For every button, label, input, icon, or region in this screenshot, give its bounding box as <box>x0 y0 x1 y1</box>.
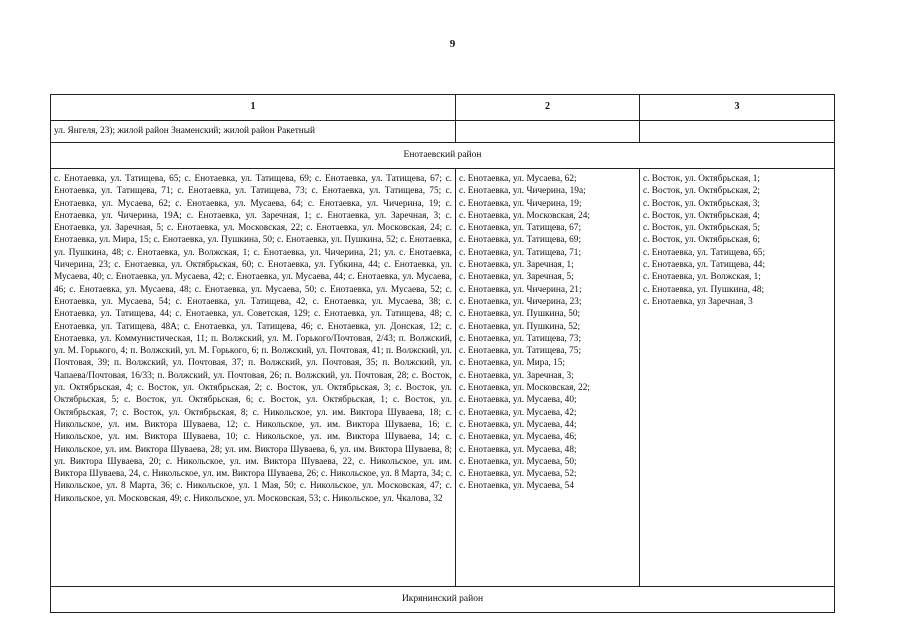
address-line: с. Восток, ул. Октябрьская, 6; <box>643 235 760 246</box>
address-line: с. Енотаевка, ул. Чичерина, 19; <box>459 198 582 209</box>
address-list-cell-1: с. Енотаевка, ул. Татищева, 65; с. Енотаевка, ул. Татищева, 69; с. Енотаевка, ул. Татищева, 67; с. Енотаевка, ул. Татищева, 71; с. Енотаевка, ул. Татищева, 73; с. Енотаевка, ул. Татищева, 75; с. Енотаевка, ул. Мусаева, 62; с. Енотаевка, ул. Мусаева, 64; с. Енотаевка, ул. Чичерина, 19; с. Енотаевка, ул. Чичерина, 19А; с. Енотаевка, ул. Заречная, 1; с. Енотаевка, ул. Заречная, 3; с. Енотаевка, ул. Заречная, 5; с. Енотаевка, ул. Московская, 22; с. Енотаевка, ул. Московская, 24; с. Енотаевка, ул. Мира, 15; с. Енотаевка, ул. Пушкина, 50; с. Енотаевка, ул. Пушкина, 52; с. Енотаевка, ул. Пушкина, 48; с. Енотаевка, ул. Волжская, 1; с. Енотаевка, ул. Чичерина, 21; ул. с. Енотаевка, Чичерина, 23; с. Енотаевка, ул. Октябрьская, 60; с. Енотаевка, ул. Губкина, 44; с. Енотаевка, ул. Мусаева, 40; с. Енотаевка, ул. Мусаева, 42; с. Енотаевка, ул. Мусаева, 44; с. Енотаевка, ул. Мусаева, 46; с. Енотаевка, ул. Мусаева, 48; с. Енотаевка, ул. Мусаева, 50; с. Енотаевка, ул. Мусаева, 52; с. Енотаевка, ул. Мусаева, 54; с. Енотаевка, ул. Татищева, 42, с. Енотаевка, ул. Мусаева, 38; с. Енотаевка, ул. Татищева, 44; с. Енотаевка, ул. Советская, 129; с. Енотаевка, ул. Татищева, 48; с. Енотаевка, ул. Татищева, 48А; с. Енотаевка, ул. Татищева, 46; с. Енотаевка, ул. Донская, 12; с. Енотаевка, ул. Коммунистическая, 11; п. Волжский, ул. М. Горького/Почтовая, 2/43; п. Волжский, ул. М. Горького, 4; п. Волжский, ул. М. Горького, 6; п. Волжский, ул. Почтовая, 41; п. Волжский, ул. Почтовая, 39; п. Волжский, ул. Почтовая, 37; п. Волжский, ул. Почтовая, 35; п. Волжский, ул. Чапаева/Почтовая, 16/33; п. Волжский, ул. Почтовая, 26; п. Волжский, ул. Почтовая, 28; с. Восток, ул. Октябрьская, 4; с. Восток, ул. Октябрьская, 2; с. Восток, ул. Октябрьская, 3; с. Восток, ул. Октябрьская, 5; с. Восток, ул. Октябрьская, 6; с. Восток, ул. Октябрьская, 1; с. Восток, ул. Октябрьская, 7; с. Восток, ул. Октябрьская, 8; с. Никольское, ул. им. Виктора Шуваева, 18; с. Никольское, ул. им. Виктора Шуваева, 12; с. Никольское, ул. им. Виктора Шуваева, 16; с. Никольское, ул. им. Виктора Шуваева, 10; с. Никольское, ул. им. Виктора Шуваева, 14; с. Никольское, ул. им. Виктора Шуваева, 28; ул. им. Виктора Шуваева, 6, ул. им. Виктора Шуваева, 8; ул. Виктора Шуваева, 20; с. Никольское, ул. им. Виктора Шуваева, 22, с. Никольское, ул. им. Виктора Шуваева, 24, с. Никольское, ул. им. Виктора Шуваева, 26; с. Никольское, ул. 8 Марта, 34; с. Никольское, ул. 8 Марта, 36; с. Никольское, ул. 1 Мая, 50; с. Никольское, ул. Московская, 47; с. Никольское, ул. Московская, 49; с. Никольское, ул. Московская, 53; с. Никольское, ул. Чкалова, 32 <box>51 169 456 587</box>
address-line: с. Енотаевка, ул. Московская, 22; <box>459 383 590 394</box>
address-line: с. Енотаевка, ул. Мусаева, 52; <box>459 469 577 480</box>
address-line: с. Енотаевка, ул Заречная, 3 <box>643 296 753 307</box>
address-line: с. Енотаевка, ул. Заречная, 5; <box>459 272 574 283</box>
address-line: с. Восток, ул. Октябрьская, 4; <box>643 210 760 221</box>
address-line: с. Енотаевка, ул. Мусаева, 44; <box>459 419 577 430</box>
address-list-cell-2 <box>456 169 640 587</box>
continuation-cell-2 <box>456 121 640 143</box>
address-line: с. Енотаевка, ул. Татищева, 67; <box>459 223 582 234</box>
address-table <box>50 94 835 613</box>
address-line: с. Восток, ул. Октябрьская, 2; <box>643 186 760 197</box>
address-line: с. Енотаевка, ул. Пушкина, 48; <box>643 284 765 295</box>
address-line: с. Енотаевка, ул. Чичерина, 19а; <box>459 186 586 197</box>
address-line: с. Енотаевка, ул. Мусаева, 42; <box>459 407 577 418</box>
address-line: с. Енотаевка, ул. Мира, 15; <box>459 358 565 369</box>
section-heading-row <box>51 587 835 613</box>
section-heading-ikryaninsky: Икрянинский район <box>51 587 835 613</box>
address-line: с. Восток, ул. Октябрьская, 5; <box>643 223 760 234</box>
address-line: с. Енотаевка, ул. Заречная, 1; <box>459 260 574 271</box>
column-header-3: 3 <box>640 95 835 121</box>
page-number: 9 <box>449 38 456 50</box>
address-line: с. Енотаевка, ул. Мусаева, 46; <box>459 432 577 443</box>
address-line: с. Восток, ул. Октябрьская, 3; <box>643 198 760 209</box>
address-list-cell-3 <box>640 169 835 587</box>
section-body-row <box>51 169 835 587</box>
address-line: с. Восток, ул. Октябрьская, 1; <box>643 174 760 184</box>
address-line: с. Енотаевка, ул. Мусаева, 54 <box>459 481 574 492</box>
address-line: с. Енотаевка, ул. Московская, 24; <box>459 210 590 221</box>
address-line: с. Енотаевка, ул. Татищева, 44; <box>643 260 766 271</box>
address-line: с. Енотаевка, ул. Мусаева, 40; <box>459 395 577 406</box>
continuation-cell-3 <box>640 121 835 143</box>
section-heading-row <box>51 143 835 169</box>
continuation-cell-1: ул. Янгеля, 23); жилой район Знаменский; жилой район Ракетный <box>51 121 456 143</box>
address-line: с. Енотаевка, ул. Мусаева, 62; <box>459 174 577 184</box>
column-header-1: 1 <box>51 95 456 121</box>
address-line: с. Енотаевка, ул. Татищева, 65; <box>643 247 766 258</box>
address-line: с. Енотаевка, ул. Мусаева, 48; <box>459 444 577 455</box>
address-line: с. Енотаевка, ул. Заречная, 3; <box>459 370 574 381</box>
address-line: с. Енотаевка, ул. Волжская, 1; <box>643 272 761 283</box>
address-line: с. Енотаевка, ул. Чичерина, 21; <box>459 284 582 295</box>
column-header-2: 2 <box>456 95 640 121</box>
address-line: с. Енотаевка, ул. Мусаева, 50; <box>459 456 577 467</box>
table-header-row <box>51 95 835 121</box>
address-line: с. Енотаевка, ул. Татищева, 71; <box>459 247 582 258</box>
address-line: с. Енотаевка, ул. Татищева, 69; <box>459 235 582 246</box>
address-line: с. Енотаевка, ул. Чичерина, 23; <box>459 296 582 307</box>
address-line: с. Енотаевка, ул. Татищева, 73; <box>459 333 582 344</box>
address-line: с. Енотаевка, ул. Татищева, 75; <box>459 346 582 357</box>
address-line: с. Енотаевка, ул. Пушкина, 52; <box>459 321 581 332</box>
section-heading-enotaevsky: Енотаевский район <box>51 143 835 169</box>
continuation-row <box>51 121 835 143</box>
address-line: с. Енотаевка, ул. Пушкина, 50; <box>459 309 581 320</box>
